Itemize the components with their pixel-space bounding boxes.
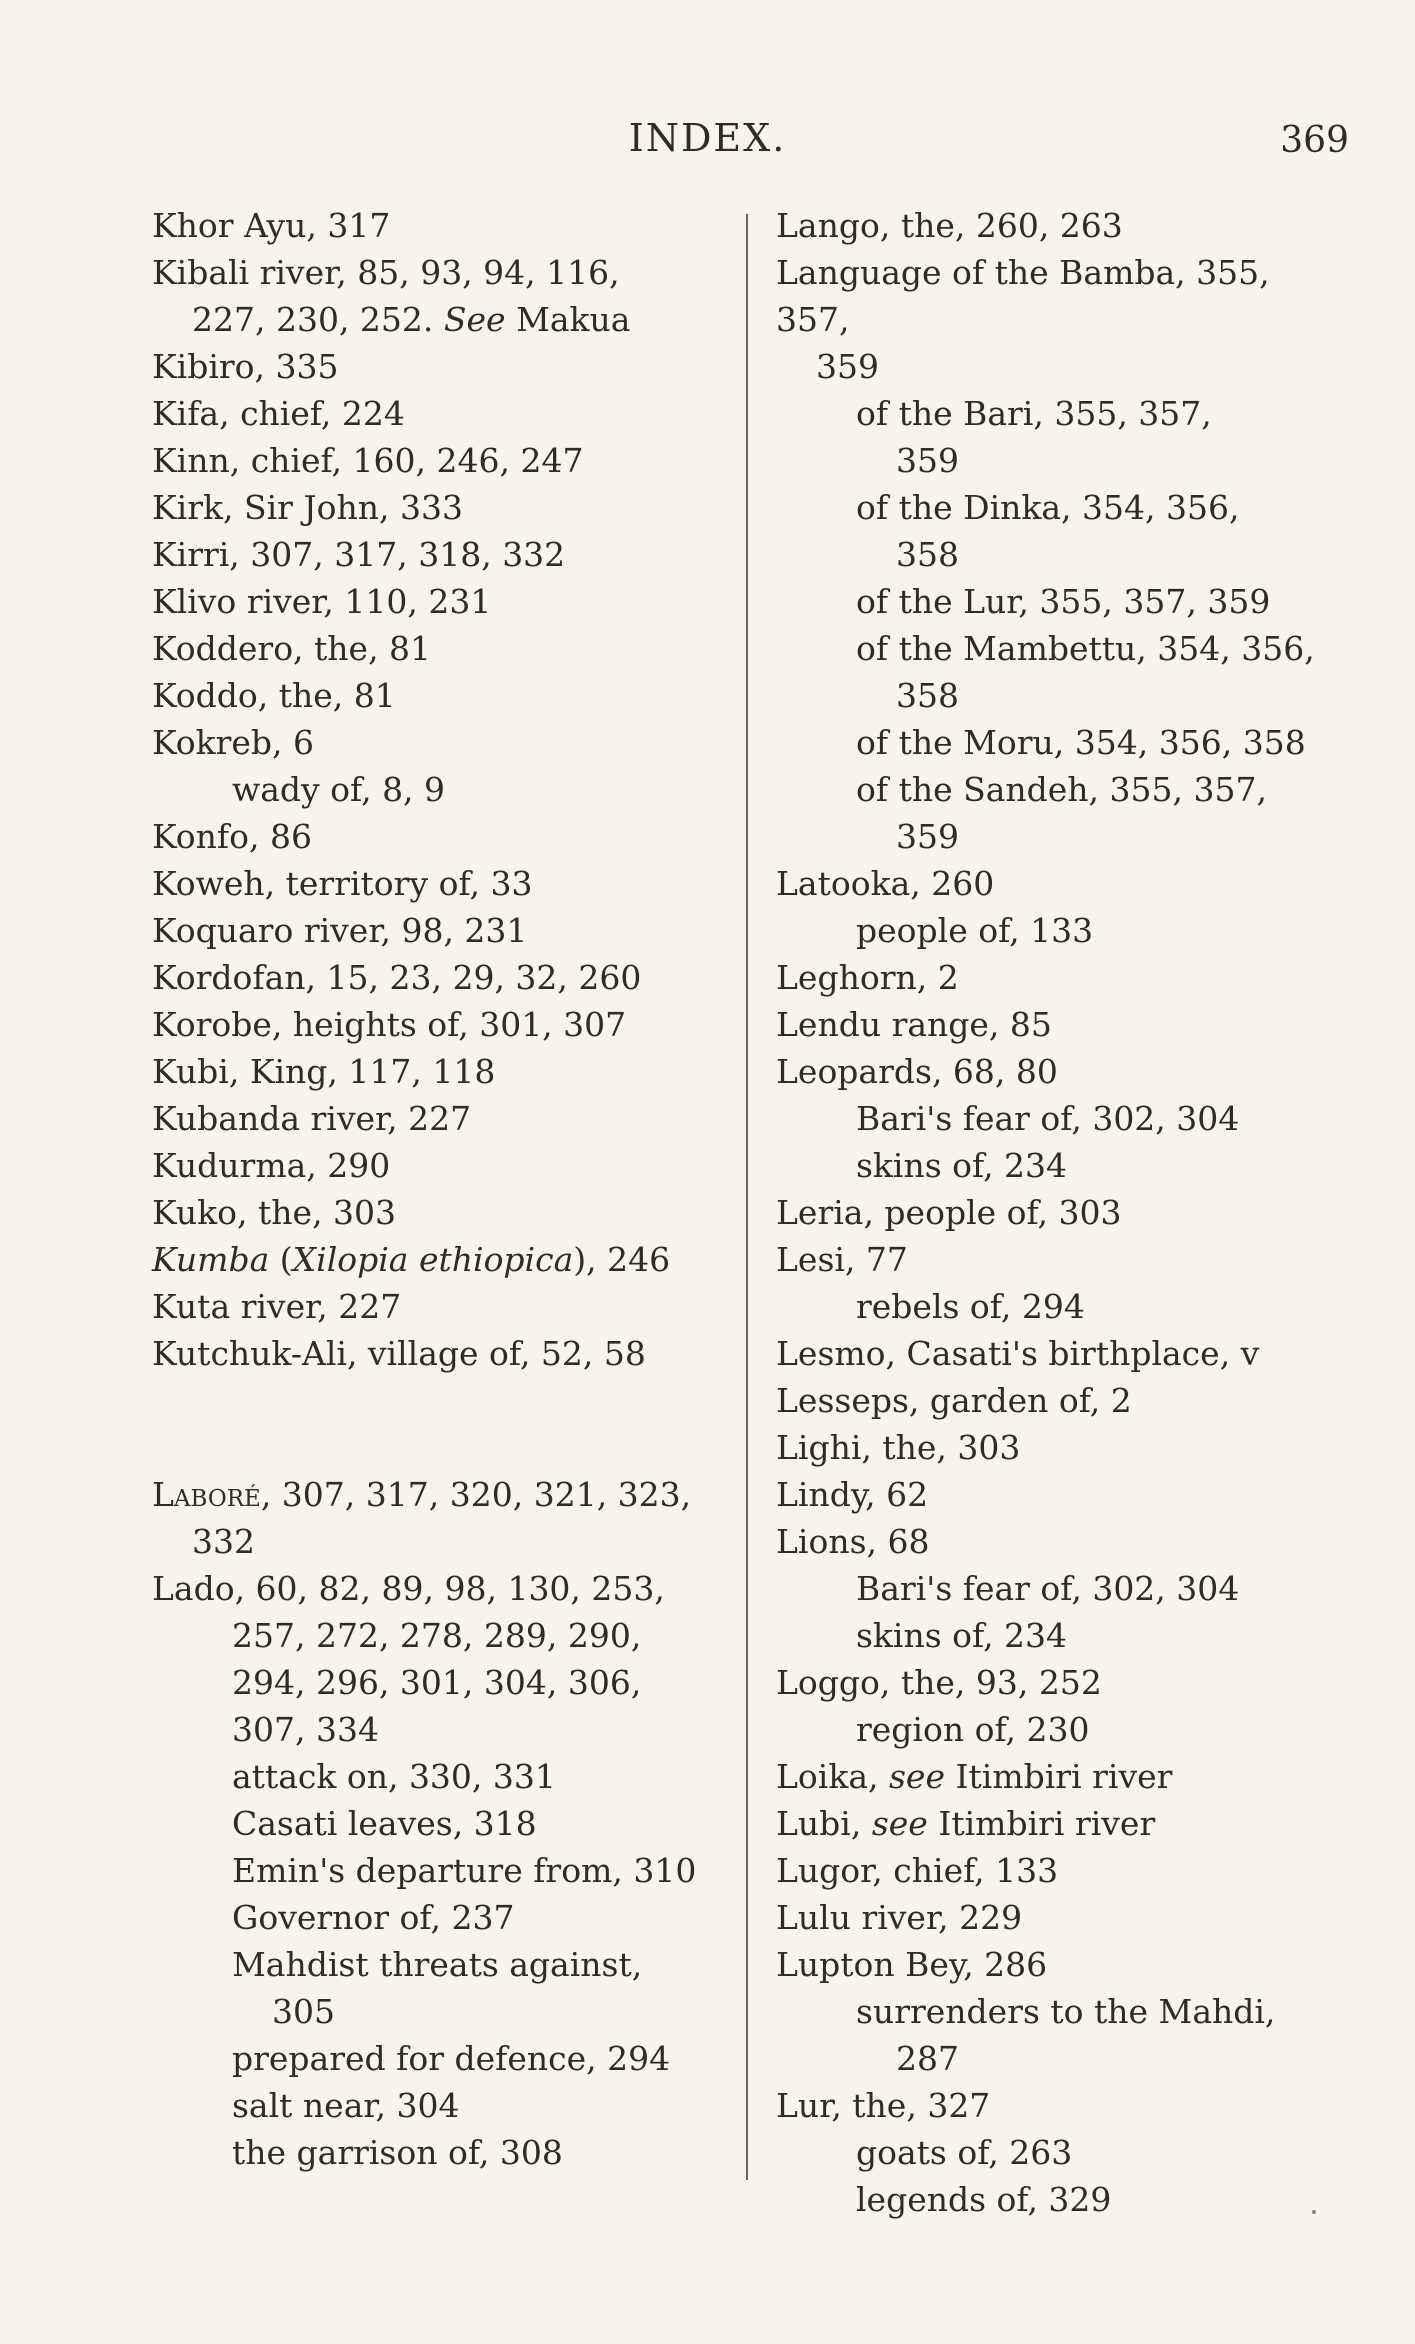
entry-text: , 307, 317, 320, 321, 323,	[260, 1475, 692, 1514]
entry-text: Lur, the, 327	[776, 2086, 991, 2125]
entry-text: Lesmo, Casati's birthplace, v	[776, 1334, 1260, 1373]
entry-text: Kinn, chief, 160, 246, 247	[152, 441, 584, 480]
entry-text: Koweh, territory of, 33	[152, 864, 533, 903]
letter-section-gap	[152, 1377, 722, 1471]
index-entry	[152, 1142, 722, 1189]
entry-continuation-text: 227, 230, 252.	[192, 300, 434, 339]
entry-text: Bari's fear of, 302, 304	[856, 1099, 1240, 1138]
entry-text: Language of the Bamba, 355, 357,	[776, 253, 1270, 339]
entry-smallcaps-term: Laboré	[152, 1475, 261, 1514]
index-entry	[776, 1471, 1351, 1518]
entry-text: Kutchuk-Ali, village of, 52, 58	[152, 1334, 646, 1373]
see-reference: See	[443, 300, 506, 339]
entry-text: region of, 230	[856, 1710, 1090, 1749]
entry-text: Kibiro, 335	[152, 347, 339, 386]
entry-text: the garrison of, 308	[232, 2133, 563, 2172]
entry-continuation-text: 358	[896, 676, 959, 715]
index-entry	[776, 860, 1351, 907]
entry-text: Lado, 60, 82, 89, 98, 130, 253,	[152, 1569, 665, 1608]
index-entry	[152, 249, 722, 343]
entry-continuation: 294, 296, 301, 304, 306,	[232, 1663, 642, 1702]
entry-text: Lendu range, 85	[776, 1005, 1052, 1044]
entry-text: skins of, 234	[856, 1146, 1068, 1185]
index-entry	[152, 484, 722, 531]
entry-italic-term: Xilopia ethiopica	[292, 1240, 574, 1279]
entry-italic-term: Kumba	[152, 1240, 270, 1279]
index-subentry	[152, 1753, 722, 1800]
entry-text: of the Bari, 355, 357,	[856, 394, 1212, 433]
entry-text: Leopards, 68, 80	[776, 1052, 1058, 1091]
index-entry	[776, 1236, 1351, 1283]
index-subentry	[776, 2176, 1351, 2223]
entry-continuation: 307, 334	[232, 1710, 379, 1749]
entry-text: of the Mambettu, 354, 356,	[856, 629, 1315, 668]
index-column-right	[776, 202, 1351, 2223]
entry-text: Lions, 68	[776, 1522, 930, 1561]
column-divider	[746, 214, 748, 2180]
index-entry	[776, 1518, 1351, 1565]
index-entry	[152, 813, 722, 860]
index-entry	[776, 1189, 1351, 1236]
index-entry	[152, 907, 722, 954]
index-subentry	[776, 1706, 1351, 1753]
entry-text: Klivo river, 110, 231	[152, 582, 492, 621]
entry-text: rebels of, 294	[856, 1287, 1085, 1326]
index-entry	[152, 1189, 722, 1236]
entry-continuation	[856, 672, 1351, 719]
index-entry	[776, 2082, 1351, 2129]
entry-continuation	[856, 437, 1351, 484]
entry-text: Lesi, 77	[776, 1240, 908, 1279]
entry-continuation-text: 305	[272, 1992, 335, 2031]
entry-paren: (	[269, 1240, 293, 1279]
entry-continuation	[232, 1988, 722, 2035]
entry-continuation	[152, 296, 722, 343]
entry-text: Lulu river, 229	[776, 1898, 1023, 1937]
index-entry	[152, 1095, 722, 1142]
entry-text: of the Lur, 355, 357, 359	[856, 582, 1271, 621]
index-subentry	[152, 1941, 722, 2035]
index-entry	[776, 1048, 1351, 1095]
entry-text: Casati leaves, 318	[232, 1804, 537, 1843]
entry-text: Bari's fear of, 302, 304	[856, 1569, 1240, 1608]
entry-text: of the Dinka, 354, 356,	[856, 488, 1240, 527]
index-entry	[776, 1001, 1351, 1048]
entry-text: Kordofan, 15, 23, 29, 32, 260	[152, 958, 642, 997]
index-entry	[152, 1471, 722, 1565]
index-entry	[152, 1048, 722, 1095]
index-entry	[776, 1800, 1351, 1847]
index-entry	[152, 343, 722, 390]
index-entry	[776, 1753, 1351, 1800]
entry-text: people of, 133	[856, 911, 1094, 950]
page-title: INDEX.	[628, 116, 787, 160]
entry-continuation	[856, 531, 1351, 578]
entry-text: prepared for defence, 294	[232, 2039, 671, 2078]
index-subentry	[776, 1142, 1351, 1189]
entry-text: Lesseps, garden of, 2	[776, 1381, 1132, 1420]
index-entry	[776, 1941, 1351, 1988]
index-entry	[776, 1894, 1351, 1941]
index-entry	[776, 1424, 1351, 1471]
entry-text: Lindy, 62	[776, 1475, 929, 1514]
entry-continuation	[856, 813, 1351, 860]
index-entry	[152, 437, 722, 484]
index-entry	[776, 1377, 1351, 1424]
entry-paren: )	[573, 1240, 587, 1279]
entry-text: Kuko, the, 303	[152, 1193, 397, 1232]
index-subentry	[152, 1894, 722, 1941]
entry-text: surrenders to the Mahdi,	[856, 1992, 1276, 2031]
index-entry	[152, 625, 722, 672]
index-entry	[776, 1330, 1351, 1377]
see-target: Itimbiri river	[927, 1804, 1156, 1843]
index-entry	[152, 531, 722, 578]
index-entry	[152, 1565, 722, 1753]
entry-text: Latooka, 260	[776, 864, 995, 903]
entry-continuation	[856, 2035, 1351, 2082]
index-entry	[152, 202, 722, 249]
entry-text: legends of, 329	[856, 2180, 1112, 2219]
index-subentry	[776, 719, 1351, 766]
index-subentry	[776, 625, 1351, 719]
entry-text: Koddero, the, 81	[152, 629, 432, 668]
index-entry	[776, 249, 1351, 390]
index-subentry	[152, 1800, 722, 1847]
entry-text: Emin's departure from, 310	[232, 1851, 697, 1890]
see-reference: see	[871, 1804, 928, 1843]
entry-text: Loggo, the, 93, 252	[776, 1663, 1102, 1702]
entry-text: goats of, 263	[856, 2133, 1073, 2172]
page-header	[0, 116, 1415, 166]
entry-text: Kuta river, 227	[152, 1287, 402, 1326]
page-number: 369	[1280, 120, 1349, 161]
index-entry	[152, 860, 722, 907]
index-entry	[776, 1659, 1351, 1706]
entry-space	[433, 300, 444, 339]
entry-continuation: 257, 272, 278, 289, 290,	[232, 1616, 642, 1655]
index-subentry	[776, 907, 1351, 954]
entry-text: Kubanda river, 227	[152, 1099, 472, 1138]
entry-text: Korobe, heights of, 301, 307	[152, 1005, 627, 1044]
entry-text: wady of, 8, 9	[232, 770, 446, 809]
index-subentry	[776, 1283, 1351, 1330]
index-entry	[152, 719, 722, 766]
entry-text: Loika,	[776, 1757, 889, 1796]
index-subentry	[776, 484, 1351, 578]
entry-text: Kirk, Sir John, 333	[152, 488, 463, 527]
entry-text: Lango, the, 260, 263	[776, 206, 1123, 245]
index-entry	[152, 1236, 722, 1283]
index-entry	[152, 1283, 722, 1330]
entry-text: Kubi, King, 117, 118	[152, 1052, 496, 1091]
page-speck	[1312, 2210, 1316, 2214]
entry-text: Mahdist threats against,	[232, 1945, 643, 1984]
index-subentry	[152, 766, 722, 813]
entry-text: Kirri, 307, 317, 318, 332	[152, 535, 566, 574]
index-subentry	[152, 2035, 722, 2082]
index-subentry	[776, 1612, 1351, 1659]
index-subentry	[776, 1565, 1351, 1612]
entry-continuation-text: 358	[896, 535, 959, 574]
entry-text: skins of, 234	[856, 1616, 1068, 1655]
entry-text: salt near, 304	[232, 2086, 460, 2125]
index-subentry	[776, 578, 1351, 625]
index-entry	[152, 1001, 722, 1048]
index-entry	[152, 1330, 722, 1377]
index-subentry	[776, 2129, 1351, 2176]
entry-text: Konfo, 86	[152, 817, 312, 856]
entry-continuation	[776, 343, 1351, 390]
entry-text: Khor Ayu, 317	[152, 206, 391, 245]
entry-text: of the Sandeh, 355, 357,	[856, 770, 1267, 809]
entry-continuation-text: 359	[896, 817, 959, 856]
see-target: Itimbiri river	[945, 1757, 1173, 1796]
entry-continuation-text: 332	[192, 1522, 255, 1561]
index-entry	[776, 1847, 1351, 1894]
entry-text: Lubi,	[776, 1804, 872, 1843]
index-entry	[152, 578, 722, 625]
entry-text: Kibali river, 85, 93, 94, 116,	[152, 253, 620, 292]
index-entry	[776, 954, 1351, 1001]
entry-text: Governor of, 237	[232, 1898, 515, 1937]
entry-text: attack on, 330, 331	[232, 1757, 556, 1796]
index-entry	[152, 954, 722, 1001]
entry-text: , 246	[586, 1240, 671, 1279]
entry-continuation-text: 287	[896, 2039, 959, 2078]
index-entry	[152, 672, 722, 719]
entry-text: Kifa, chief, 224	[152, 394, 405, 433]
see-target: Makua	[505, 300, 631, 339]
entry-text: Koquaro river, 98, 231	[152, 911, 528, 950]
index-subentry	[152, 1847, 722, 1894]
entry-continuation	[152, 1518, 722, 1565]
index-column-left	[152, 202, 722, 2176]
entry-continuation-text: 359	[816, 347, 879, 386]
index-subentry	[776, 1988, 1351, 2082]
entry-text: Kudurma, 290	[152, 1146, 391, 1185]
entry-text: Lugor, chief, 133	[776, 1851, 1059, 1890]
index-entry	[152, 390, 722, 437]
entry-text: Leghorn, 2	[776, 958, 959, 997]
index-entry	[776, 202, 1351, 249]
entry-text: Lupton Bey, 286	[776, 1945, 1048, 1984]
index-subentry	[776, 1095, 1351, 1142]
entry-continuation-text: 359	[896, 441, 959, 480]
entry-text: Kokreb, 6	[152, 723, 315, 762]
index-subentry	[152, 2129, 722, 2176]
index-subentry	[776, 766, 1351, 860]
entry-text: of the Moru, 354, 356, 358	[856, 723, 1306, 762]
see-reference: see	[889, 1757, 945, 1796]
entry-text: Lighi, the, 303	[776, 1428, 1021, 1467]
entry-text: Koddo, the, 81	[152, 676, 396, 715]
index-subentry	[776, 390, 1351, 484]
index-subentry	[152, 2082, 722, 2129]
entry-text: Leria, people of, 303	[776, 1193, 1122, 1232]
